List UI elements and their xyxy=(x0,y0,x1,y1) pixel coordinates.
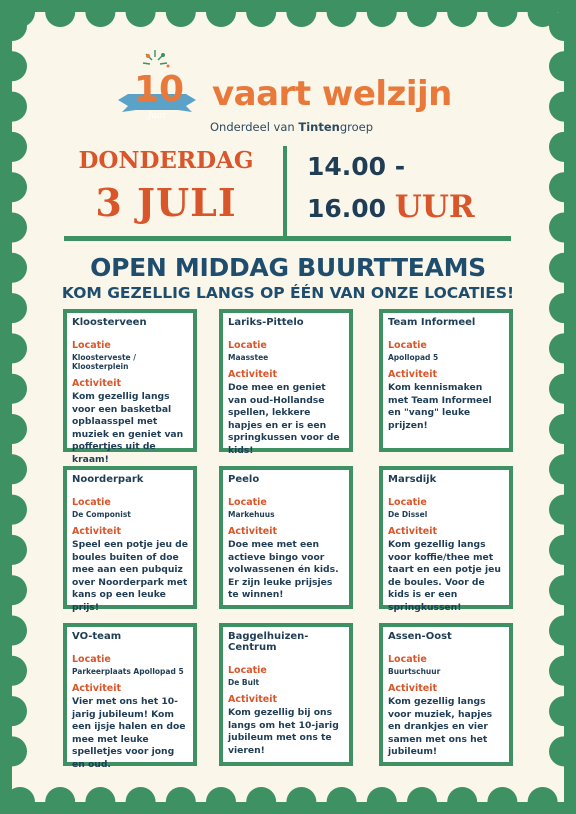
horizontal-divider xyxy=(64,236,511,241)
location-name: Peelo xyxy=(228,474,260,485)
logo-sub-brand: Tinten xyxy=(298,120,340,134)
location-label: Locatie xyxy=(72,340,111,351)
location-name: Noorderpark xyxy=(72,474,144,485)
time-unit: UUR xyxy=(394,189,475,225)
event-day: DONDERDAG xyxy=(78,147,254,174)
location-label: Locatie xyxy=(388,340,427,351)
location-label: Locatie xyxy=(228,665,267,676)
location-name: Team Informeel xyxy=(388,317,476,328)
activity-label: Activiteit xyxy=(388,369,438,380)
subheadline: KOM GEZELLIG LANGS OP ÉÉN VAN ONZE LOCATIES! xyxy=(61,284,515,302)
logo-jaar: Jaar xyxy=(148,111,167,121)
location-card xyxy=(219,623,353,766)
location-place: Apollopad 5 xyxy=(388,353,439,362)
activity-label: Activiteit xyxy=(72,526,122,537)
location-name: Lariks-Pittelo xyxy=(228,317,304,328)
vertical-divider xyxy=(283,146,287,238)
logo-sub-suffix: groep xyxy=(339,120,373,134)
event-time-end xyxy=(307,189,475,225)
location-label: Locatie xyxy=(72,654,111,665)
activity-label: Activiteit xyxy=(228,694,278,705)
activity-text: Kom gezellig bij ons langs om het 10-jarig jubileum met ons te vieren! xyxy=(228,707,339,756)
location-card xyxy=(63,309,197,465)
location-name: Kloosterveen xyxy=(72,317,147,328)
event-date: 3 JULI xyxy=(95,180,237,225)
location-label: Locatie xyxy=(388,497,427,508)
activity-text: Kom gezellig langs voor muziek, hapjes en drankjes en vier samen met ons het jubileum! xyxy=(388,696,493,758)
location-name: Marsdijk xyxy=(388,474,437,485)
activity-text: Kom gezellig langs voor koffie/thee met taart en een potje jeu de boules. Voor de kids is er een springkussen! xyxy=(388,539,501,613)
location-card xyxy=(219,309,353,456)
logo-name: vaart welzijn xyxy=(212,74,452,114)
activity-text: Kom kennismaken met Team Informeel en "vang" leuke prijzen! xyxy=(388,382,492,431)
time-end-value: 16.00 xyxy=(307,194,387,223)
activity-label: Activiteit xyxy=(72,683,122,694)
activity-label: Activiteit xyxy=(228,526,278,537)
headline: OPEN MIDDAG BUURTTEAMS xyxy=(90,253,486,282)
logo-sub-prefix: Onderdeel van xyxy=(210,120,299,134)
location-name: Assen-Oost xyxy=(388,631,452,642)
location-card xyxy=(379,309,513,452)
location-name: VO-team xyxy=(72,631,122,642)
activity-text: Vier met ons het 10-jarig jubileum! Kom een ijsje halen en doe mee met leuke spelletjes voor jong en oud. xyxy=(72,696,186,770)
location-place: Markehuus xyxy=(228,510,275,519)
activity-label: Activiteit xyxy=(388,683,438,694)
location-place: Parkeerplaats Apollopad 5 xyxy=(72,667,184,676)
activity-label: Activiteit xyxy=(388,526,438,537)
activity-text: Doe mee met een actieve bingo voor volwassenen én kids. Er zijn leuke prijsjes te winnen! xyxy=(228,539,339,601)
location-card xyxy=(63,466,197,613)
location-place: De Dissel xyxy=(388,510,428,519)
location-label: Locatie xyxy=(228,340,267,351)
activity-text: Doe mee en geniet van oud-Hollandse spellen, lekkere hapjes en er is een springkussen voor de kids! xyxy=(228,382,340,456)
location-place: De Componist xyxy=(72,510,131,519)
location-label: Locatie xyxy=(388,654,427,665)
event-time-start: 14.00 - xyxy=(307,152,406,181)
location-card xyxy=(379,466,513,613)
location-place: Maasstee xyxy=(228,353,269,362)
activity-text: Speel een potje jeu de boules buiten of doe mee aan een pubquiz over Noorderpark met kans op een leuke prijs! xyxy=(72,539,188,613)
logo-subtitle xyxy=(210,120,373,134)
location-card xyxy=(379,623,513,766)
location-place: De Bult xyxy=(228,678,260,687)
location-place: Buurtschuur xyxy=(388,667,441,676)
location-label: Locatie xyxy=(72,497,111,508)
location-card xyxy=(219,466,353,609)
activity-label: Activiteit xyxy=(72,378,122,389)
logo-number: 10 xyxy=(134,69,185,110)
activity-label: Activiteit xyxy=(228,369,278,380)
location-name: Baggelhuizen-Centrum xyxy=(228,631,309,653)
activity-text: Kom gezellig langs voor een basketbal opblaasspel met muziek en geniet van poffertjes uit de kraam! xyxy=(72,391,184,465)
location-card xyxy=(63,623,197,770)
location-place: Kloosterveste / Kloosterplein xyxy=(72,353,136,371)
location-label: Locatie xyxy=(228,497,267,508)
